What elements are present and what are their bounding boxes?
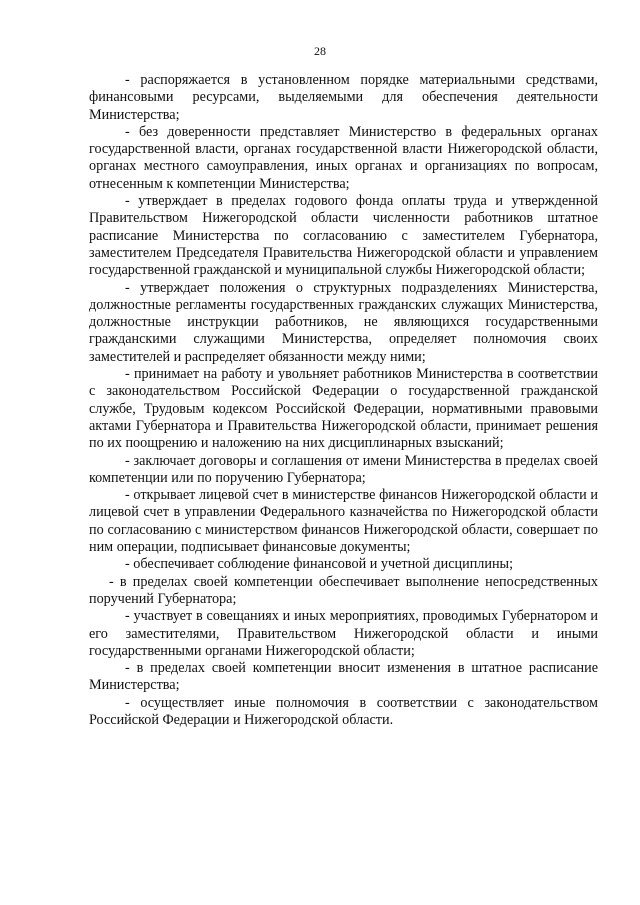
paragraph-5: - принимает на работу и увольняет работников Министерства в соответствии с законодательством Российской Федерации о государственной гражданской службе, Трудовым кодексом Российской Федерации, нормативными правовыми актами Губернатора и Правительства Нижегородской области, принимает решения по их поощрению и наложению на них дисциплинарных взысканий; — [89, 366, 598, 452]
page-number: 28 — [314, 44, 326, 58]
paragraph-1: - распоряжается в установленном порядке материальными средствами, финансовыми ресурсами, выделяемыми для обеспечения деятельности Министерства; — [89, 72, 598, 123]
paragraph-12: - осуществляет иные полномочия в соответствии с законодательством Российской Федерации и Нижегородской области. — [89, 694, 598, 728]
paragraph-4: - утверждает положения о структурных подразделениях Министерства, должностные регламенты государственных гражданских служащих Министерства, должностные инструкции работников, не являющихся государственными гражданскими служащими Министерства, определяет полномочия своих заместителей и распределяет обязанности между ними; — [89, 279, 598, 365]
paragraph-6: - заключает договоры и соглашения от имени Министерства в пределах своей компетенции или по поручению Губернатора; — [89, 452, 598, 486]
paragraph-3: - утверждает в пределах годового фонда оплаты труда и утвержденной Правительством Нижегородской области численности работников штатное расписание Министерства по согласованию с заместителем Губернатора, заместителем Председателя Правительства Нижегородской области и управлением государственной гражданской и муниципальной службы Нижегородской области; — [89, 193, 598, 279]
document-body — [89, 72, 598, 729]
paragraph-11: - в пределах своей компетенции вносит изменения в штатное расписание Министерства; — [89, 660, 598, 694]
paragraph-10: - участвует в совещаниях и иных мероприятиях, проводимых Губернатором и его заместителями, Правительством Нижегородской области и иными государственными органами Нижегородской области; — [89, 608, 598, 659]
paragraph-7: - открывает лицевой счет в министерстве финансов Нижегородской области и лицевой счет в управлении Федерального казначейства по Нижегородской области по согласованию с министерством финансов Нижегородской области, совершает по ним операции, подписывает финансовые документы; — [89, 487, 598, 556]
paragraph-8: - обеспечивает соблюдение финансовой и учетной дисциплины; — [125, 556, 514, 573]
paragraph-2: - без доверенности представляет Министерство в федеральных органах государственной власти, органах государственной власти Нижегородской области, органах местного самоуправления, иных органах и организациях по вопросам, отнесенным к компетенции Министерства; — [89, 123, 598, 192]
paragraph-9: - в пределах своей компетенции обеспечивает выполнение непосредственных поручений Губернатора; — [89, 573, 598, 607]
